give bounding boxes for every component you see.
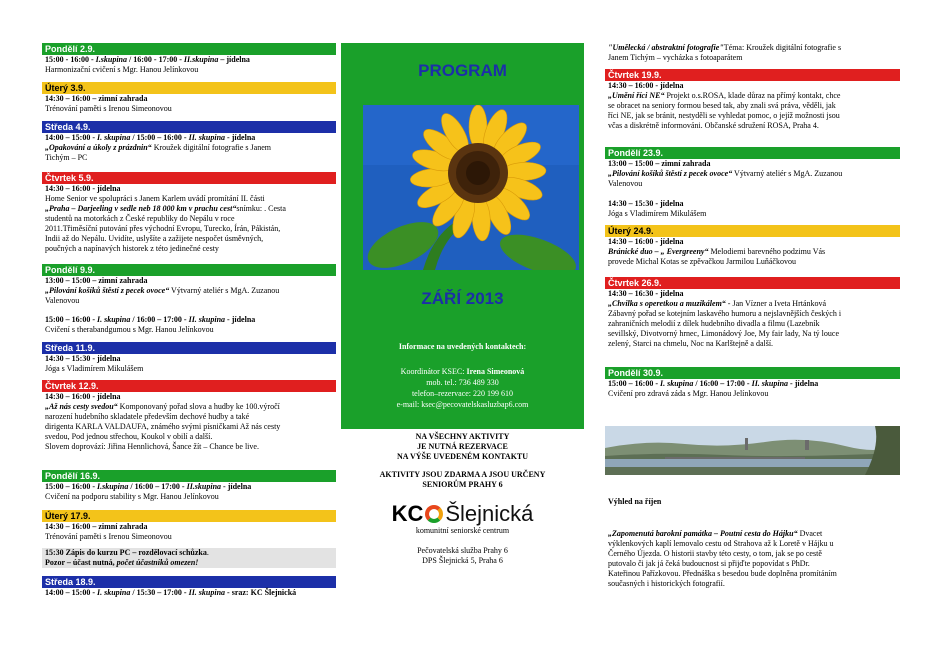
text-run: - jídelna (225, 133, 256, 142)
event-line (605, 299, 900, 309)
text-run: Jóga s Vladimírem Mikulášem (45, 364, 144, 373)
text-run: sevillský, Divotvorný hrnec, Limonádový Joe, My fair lady, Na tý louce (608, 329, 839, 338)
event-line (605, 319, 900, 329)
text-run: svedou, Pod jednou střechou, Koukol v obilí a další. (45, 432, 213, 441)
right-event-0 (605, 43, 900, 63)
text-run: Černého Újezda. O historii stavby této cesty, o tom, jak se po cestě (608, 549, 822, 558)
event-line (42, 224, 336, 234)
day-header: Pondělí 2.9. (42, 43, 336, 55)
text-run: - jídelna (225, 315, 256, 324)
text-run: / 15:30 – 17:00 - (130, 588, 189, 597)
day-header: Středa 11.9. (42, 342, 336, 354)
text-run: počet účastníků omezen! (116, 558, 199, 567)
day-header: Čtvrtek 5.9. (42, 172, 336, 184)
event-line (42, 522, 336, 532)
text-run: II.skupina (183, 55, 219, 64)
text-run: 13:00 – 15:00 – zimní zahrada (608, 159, 711, 168)
text-run: Zábavný pořad se kotejním laskavého humoru a nejslavnějších českých i (608, 309, 842, 318)
event-line (42, 402, 336, 412)
right-event-6 (605, 367, 900, 399)
text-run: 14:30 – 16:00 – zimní zahrada (45, 522, 148, 531)
event-line (605, 91, 900, 101)
event-line (605, 237, 900, 247)
logo-ring-icon (425, 505, 443, 523)
event-line (605, 379, 900, 389)
text-run: „Pilování košíků štěstí z pecek ovoce“ (608, 169, 733, 178)
text-run: Kroužek digitální fotografie s (744, 43, 842, 52)
event-line (42, 296, 336, 306)
text-run: I. skupina (97, 588, 131, 597)
text-run: Harmonizační cvičení s Mgr. Hanou Jelínkovou (45, 65, 199, 74)
text-run: 15:00 - 16:00 - (45, 55, 96, 64)
event-line (605, 169, 900, 179)
text-run: včas a diskrétně informováni. Občanské sdružení ROSA, Praha 4. (608, 121, 819, 130)
text-run: II. skupina (188, 315, 226, 324)
text-run: - sraz: KC Šlejnická (225, 588, 297, 597)
text-run: Kroužek digitální fotografie s Janem (151, 143, 271, 152)
text-run: Slovem doprovází: Jiřina Hennlichová, Šance žít – Chance be live. (45, 442, 259, 451)
text-run: dirigenta KARLA VALDAUFA, známého svými písničkami Až nás cesty (45, 422, 281, 431)
text-run: Tichým – PC (45, 153, 88, 162)
organization: Pečovatelská služba Prahy 6 (417, 546, 508, 555)
event-line (605, 569, 900, 579)
day-header: Pondělí 23.9. (605, 147, 900, 159)
day-header: Čtvrtek 26.9. (605, 277, 900, 289)
text-run: - Jan Vízner a Iveta Hrtánková (725, 299, 827, 308)
text-run: narození hudebního skladatele především dechové hudby a také (45, 412, 250, 421)
text-run: Cvičení s therabandgumou s Mgr. Hanou Jelínkovou (45, 325, 214, 334)
text-run: 13:00 – 15:00 – zimní zahrada (45, 276, 148, 285)
text-run: 14:00 – 15:00 - (45, 133, 97, 142)
event-line (42, 558, 336, 568)
event-line (42, 143, 336, 153)
right-event-2 (605, 147, 900, 189)
notice-block: NA VŠECHNY AKTIVITY JE NUTNÁ REZERVACE NA VÝŠE UVEDENÉM KONTAKTU AKTIVITY JSOU ZDARMA A JSOU URČENY SENIORŮM PRAHY 6 KC Šlejnická komunitní seniorské centrum Pečovatelská služba Prahy 6 DPS Šlejnická 5, Praha 6 (341, 432, 584, 566)
event-line (42, 492, 336, 502)
text-run: I. skupina (660, 379, 694, 388)
event-line (605, 111, 900, 121)
day-header: Pondělí 16.9. (42, 470, 336, 482)
left-event-11 (42, 576, 336, 598)
event-line (605, 81, 900, 91)
event-line (42, 194, 336, 204)
event-line (42, 422, 336, 432)
event-line (42, 65, 336, 75)
text-run: Bránické duo – „ Evergreeny“ (608, 247, 709, 256)
text-run: se obracet na seniory formou besed tak, aby znali svá práva, věděli, jak (608, 101, 836, 110)
text-run: současných i historických fotografií. (608, 579, 725, 588)
text-run: II. skupina (188, 133, 226, 142)
day-header: Středa 4.9. (42, 121, 336, 133)
event-line (42, 354, 336, 364)
right-event-7 (605, 497, 900, 507)
event-line (605, 549, 900, 559)
right-event-4 (605, 225, 900, 267)
event-line (42, 276, 336, 286)
event-line (605, 339, 900, 349)
event-line (605, 209, 900, 219)
text-run: Výhled na říjen (608, 497, 662, 506)
coordinator: Koordinátor KSEC: Irena Simeonová (400, 367, 525, 376)
event-line (605, 289, 900, 299)
text-run: 14:30 – 16:00 - jídelna (45, 184, 121, 193)
event-line (42, 244, 336, 254)
text-run: putovalo či jak já čeká budoucnost si přijďte popovídat s PhDr. (608, 559, 810, 568)
event-line (605, 101, 900, 111)
text-run: 15:30 Zápis do kurzu PC – rozdělovací schůzka (45, 548, 207, 557)
text-run: 15:00 – 16:00 - (45, 315, 97, 324)
text-run: Trénování paměti s Irenou Simeonovou (45, 532, 172, 541)
event-line (605, 579, 900, 589)
mobile-phone: mob. tel.: 736 489 330 (426, 378, 499, 387)
left-event-4 (42, 264, 336, 306)
right-event-3 (605, 199, 900, 219)
text-run: / 16:00 – 17:00 - (693, 379, 752, 388)
text-run: Janem Tichým – vycházka s fotoaparátem (608, 53, 743, 62)
text-run: . (206, 548, 209, 557)
event-line (605, 199, 900, 209)
kc-slejnicka-logo: KC Šlejnická (391, 501, 534, 526)
text-run: 14:30 – 16:00 - jídelna (608, 237, 684, 246)
text-run: 14:00 – 15:00 - (45, 588, 97, 597)
right-event-5 (605, 277, 900, 349)
event-line (605, 559, 900, 569)
text-run: Jóga s Vladimírem Mikulášem (608, 209, 707, 218)
text-run: „Opakování a úkoly z prázdnin“ (45, 143, 152, 152)
event-line (42, 104, 336, 114)
event-line (605, 389, 900, 399)
text-run: 14:30 – 16:00 – zimní zahrada (45, 94, 148, 103)
text-run: „Praha – Darjeeling v sedle neb 18 000 km v prachu cest“ (45, 204, 237, 213)
text-run: Cvičení pro zdravá záda s Mgr. Hanou Jelínkovou (608, 389, 769, 398)
left-event-10 (42, 548, 336, 568)
text-run: Cvičení na podporu stability s Mgr. Hanou Jelínkovou (45, 492, 219, 501)
left-event-6 (42, 342, 336, 374)
text-run: Výtvarný ateliér s MgA. Zuzanou (732, 169, 843, 178)
event-line (42, 234, 336, 244)
text-run: 2011.Třiměsíční putování přes východní Evropu, Turecko, Írán, Pákistán, (45, 224, 281, 233)
event-line (42, 442, 336, 452)
left-event-8 (42, 470, 336, 502)
sunflower-image (363, 105, 579, 270)
prague-panorama-image (605, 426, 900, 475)
event-line (42, 94, 336, 104)
text-run: zahraničních melodií z dílek hudebního divadla a filmu (Lazebník (608, 319, 820, 328)
text-run: Projekt o.s.ROSA, klade důraz na přímý kontakt, chce (664, 91, 841, 100)
text-run: Dvacet (797, 529, 823, 538)
text-run: II.skupina (186, 482, 222, 491)
event-line (42, 153, 336, 163)
program-title: PROGRAM (418, 61, 507, 80)
event-line (605, 329, 900, 339)
text-run: zelený, Starci na chmelu, Noc na Karlštejně a další. (608, 339, 774, 348)
text-run: – jídelna (218, 55, 250, 64)
event-line (605, 539, 900, 549)
event-line (605, 247, 900, 257)
day-header: Čtvrtek 12.9. (42, 380, 336, 392)
event-line (605, 159, 900, 169)
text-run: Home Senior ve spolupráci s Janem Karlem uvádí promítání II. části (45, 194, 265, 203)
text-run: Valenovou (45, 296, 80, 305)
text-run: Indii až do Nepálu. Uvidíte, uslyšíte a zažijete nespočet úsměvných, (45, 234, 264, 243)
text-run: II. skupina (188, 588, 226, 597)
text-run: Kateřinou Pařízkovou. Přednáška s besedou bude doplněna promítáním (608, 569, 837, 578)
left-event-7 (42, 380, 336, 452)
event-line (42, 325, 336, 335)
left-event-3 (42, 172, 336, 254)
text-run: „Až nás cesty svedou“ (45, 402, 118, 411)
event-line (42, 184, 336, 194)
text-run: II. skupina (751, 379, 789, 388)
text-run: / 16:00 - 17:00 - (127, 55, 184, 64)
event-line (42, 548, 336, 558)
text-run: "Umělecká / abstraktní fotografie" (608, 43, 724, 52)
left-event-1 (42, 82, 336, 114)
text-run: studentů na motorkách z České republiky do Nepálu v roce (45, 214, 235, 223)
event-line (605, 309, 900, 319)
event-line (605, 43, 900, 53)
text-run: / 16:00 – 17:00 - (128, 482, 187, 491)
left-event-2 (42, 121, 336, 163)
event-line (42, 482, 336, 492)
text-run: Trénování paměti s Irenou Simeonovou (45, 104, 172, 113)
contact-block (341, 341, 584, 410)
address: DPS Šlejnická 5, Praha 6 (422, 556, 503, 565)
text-run: 14:30 – 16:00 - jídelna (45, 392, 121, 401)
day-header: Úterý 3.9. (42, 82, 336, 94)
text-run: „Zapomenutá barokní památka – Poutní cesta do Hájku“ (608, 529, 798, 538)
event-line (42, 214, 336, 224)
event-line (42, 588, 336, 598)
text-run: Výtvarný ateliér s MgA. Zuzanou (169, 286, 280, 295)
logo-subtitle: komunitní seniorské centrum (415, 526, 510, 535)
contact-heading: Informace na uvedených kontaktech: (398, 342, 527, 351)
text-run: říci NE, jak se bránit, nestyděli se vyhledat pomoc, o jejíž možnosti jsou (608, 111, 840, 120)
text-run: - jídelna (788, 379, 819, 388)
event-line (605, 529, 900, 539)
day-header: Úterý 24.9. (605, 225, 900, 237)
text-run: I. skupina (97, 315, 131, 324)
event-line (42, 364, 336, 374)
event-line (42, 532, 336, 542)
text-run: poučných a napínavých historek z této jedinečné cesty (45, 244, 219, 253)
text-run: 14:30 – 16:00 - jídelna (608, 81, 684, 90)
event-line (42, 432, 336, 442)
text-run: snímku: (236, 204, 265, 213)
event-line (605, 53, 900, 63)
month-title: ZÁŘÍ 2013 (421, 289, 504, 308)
event-line (42, 412, 336, 422)
email[interactable]: e-mail: ksec@pecovatelskasluzbap6.com (396, 400, 529, 409)
text-run: Valenovou (608, 179, 643, 188)
event-line (42, 392, 336, 402)
event-line (42, 55, 336, 65)
text-run: provede Michal Kotas se zpěvačkou Jarmilou Luňáčkovou (608, 257, 796, 266)
text-run: „Umění říci NE“ (608, 91, 665, 100)
event-line (42, 286, 336, 296)
event-line (42, 133, 336, 143)
reservation-phone: telefon–rezervace: 220 199 610 (411, 389, 514, 398)
left-event-0 (42, 43, 336, 75)
day-header: Středa 18.9. (42, 576, 336, 588)
text-run: / 15:00 – 16:00 - (130, 133, 189, 142)
event-line (605, 497, 900, 507)
text-run: výklenkových kaplí lemovalo cestu od Strahova až k Loretě v Hájku u (608, 539, 834, 548)
event-line (605, 121, 900, 131)
day-header: Čtvrtek 19.9. (605, 69, 900, 81)
text-run: 14:30 – 16:30 - jídelna (608, 289, 684, 298)
text-run: Pozor – účast nutná, (45, 558, 117, 567)
day-header: Pondělí 30.9. (605, 367, 900, 379)
text-run: I. skupina (97, 133, 131, 142)
left-event-9 (42, 510, 336, 542)
text-run: „Chvilka s operetkou a muzikálem“ (608, 299, 726, 308)
event-line (42, 315, 336, 325)
event-line (605, 257, 900, 267)
text-run: 15:00 – 16:00 - (45, 482, 97, 491)
left-event-5 (42, 315, 336, 335)
text-run: „Pilování košíků štěstí z pecek ovoce“ (45, 286, 170, 295)
text-run: Komponovaný pořad slova a hudby ke 100.výročí (117, 402, 280, 411)
program-panel (341, 43, 584, 429)
event-line (605, 179, 900, 189)
text-run: Téma: (723, 43, 745, 52)
text-run: I.skupina (97, 482, 129, 491)
text-run: 14:30 – 15:30 - jídelna (45, 354, 121, 363)
right-event-1 (605, 69, 900, 131)
text-run: / 16:00 – 17:00 - (130, 315, 189, 324)
right-event-8 (605, 529, 900, 589)
event-line (42, 204, 336, 214)
text-run: I.skupina (95, 55, 128, 64)
day-header: Pondělí 9.9. (42, 264, 336, 276)
text-run: - jídelna (221, 482, 252, 491)
text-run: . Cesta (264, 204, 286, 213)
text-run: 14:30 – 15:30 - jídelna (608, 199, 684, 208)
text-run: 15:00 – 16:00 - (608, 379, 660, 388)
text-run: Melodiemi barevného podzimu Vás (708, 247, 826, 256)
day-header: Úterý 17.9. (42, 510, 336, 522)
